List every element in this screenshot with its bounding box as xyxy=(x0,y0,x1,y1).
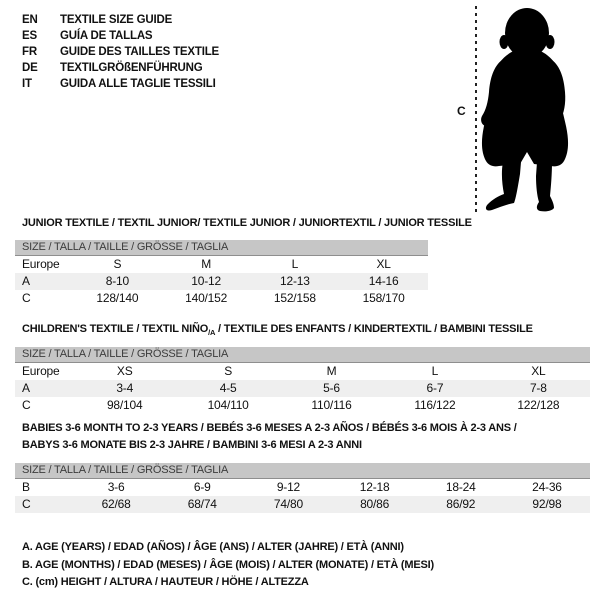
table-cell: S xyxy=(113,257,122,271)
row-label: A xyxy=(22,274,30,288)
table-cell: 62/68 xyxy=(101,497,131,511)
babies-title-line2: BABYS 3-6 MONATE BIS 2-3 JAHRE / BAMBINI 3-6 MESI A 2-3 ANNI xyxy=(22,438,362,451)
language-guide-title: TEXTILE SIZE GUIDE xyxy=(60,14,173,26)
table-cell: 9-12 xyxy=(276,480,301,494)
table-cell: M xyxy=(326,364,337,378)
section-title-babies xyxy=(22,420,517,453)
table-row xyxy=(15,363,590,380)
language-row xyxy=(22,60,219,76)
table-row xyxy=(15,380,590,397)
table-cell: 8-10 xyxy=(105,274,129,288)
table-cell: S xyxy=(224,364,233,378)
size-header-bar: SIZE / TALLA / TAILLE / GRÖSSE / TAGLIA xyxy=(15,463,590,479)
table-cell: 6-7 xyxy=(426,381,444,395)
height-measure-label: C xyxy=(457,104,466,118)
language-row xyxy=(22,44,219,60)
table-cell: 12-18 xyxy=(359,480,390,494)
children-size-table xyxy=(15,347,590,414)
size-header-bar: SIZE / TALLA / TAILLE / GRÖSSE / TAGLIA xyxy=(15,240,428,256)
table-cell: 104/110 xyxy=(207,398,249,412)
table-row xyxy=(15,290,428,307)
table-cell: 80/86 xyxy=(360,497,390,511)
language-guide-title: GUIDE DES TAILLES TEXTILE xyxy=(60,46,219,58)
language-code: IT xyxy=(22,78,32,90)
language-row xyxy=(22,76,219,92)
table-cell: 122/128 xyxy=(517,398,560,412)
table-cell: XL xyxy=(531,364,546,378)
language-row xyxy=(22,12,219,28)
language-guide-title: TEXTILGRÖßENFÜHRUNG xyxy=(60,62,203,74)
table-cell: 10-12 xyxy=(191,274,221,288)
table-cell: XS xyxy=(116,364,133,378)
baby-figure xyxy=(450,0,600,220)
language-guide-title: GUÍA DE TALLAS xyxy=(60,30,153,42)
table-cell: L xyxy=(431,364,439,378)
row-label: Europe xyxy=(22,364,60,378)
row-label: C xyxy=(22,497,31,511)
table-cell: 74/80 xyxy=(273,497,303,511)
table-row xyxy=(15,273,428,290)
row-label: A xyxy=(22,381,30,395)
row-label: B xyxy=(22,480,30,494)
row-label: C xyxy=(22,398,31,412)
table-cell: 68/74 xyxy=(187,497,217,511)
language-guide-title: GUIDA ALLE TAGLIE TESSILI xyxy=(60,78,216,90)
table-cell: 18-24 xyxy=(445,480,476,494)
table-cell: 7-8 xyxy=(529,381,547,395)
table-cell: 158/170 xyxy=(362,291,405,305)
table-cell: XL xyxy=(376,257,391,271)
junior-size-table xyxy=(15,240,428,307)
table-cell: 128/140 xyxy=(96,291,139,305)
footnote-line: A. AGE (YEARS) / EDAD (AÑOS) / ÂGE (ANS) / ALTER (JAHRE) / ETÀ (ANNI) xyxy=(22,541,404,553)
row-label: C xyxy=(22,291,31,305)
table-cell: M xyxy=(201,257,212,271)
babies-size-table xyxy=(15,463,590,513)
table-cell: 110/116 xyxy=(311,398,352,412)
section-title-children xyxy=(22,323,533,337)
table-row xyxy=(15,496,590,513)
table-cell: 4-5 xyxy=(219,381,237,395)
language-title-list xyxy=(22,12,219,92)
children-title-suffix: / TEXTILE DES ENFANTS / KINDERTEXTIL / BAMBINI TESSILE xyxy=(215,323,533,335)
table-cell: 92/98 xyxy=(532,497,562,511)
table-cell: 3-6 xyxy=(107,480,125,494)
table-cell: 116/122 xyxy=(414,398,456,412)
language-code: FR xyxy=(22,46,37,58)
babies-title-line1: BABIES 3-6 MONTH TO 2-3 YEARS / BEBÉS 3-6 MESES A 2-3 AÑOS / BÉBÉS 3-6 MOIS À 2-3 ANS / xyxy=(22,422,517,434)
children-title-prefix: CHILDREN'S TEXTILE / TEXTIL NIÑO xyxy=(22,323,209,335)
table-cell: 14-16 xyxy=(368,274,399,288)
table-cell: 3-4 xyxy=(116,381,134,395)
footnote-line: C. (cm) HEIGHT / ALTURA / HAUTEUR / HÖHE / ALTEZZA xyxy=(22,576,309,588)
table-cell: L xyxy=(291,257,299,271)
table-cell: 12-13 xyxy=(280,274,310,288)
table-row xyxy=(15,256,428,273)
language-row xyxy=(22,28,219,44)
section-title-junior: JUNIOR TEXTILE / TEXTIL JUNIOR/ TEXTILE JUNIOR / JUNIORTEXTIL / JUNIOR TESSILE xyxy=(22,217,472,229)
footnote-legend xyxy=(22,539,434,592)
language-code: ES xyxy=(22,30,37,42)
table-cell: 140/152 xyxy=(185,291,228,305)
table-cell: 24-36 xyxy=(532,480,562,494)
size-header-bar: SIZE / TALLA / TAILLE / GRÖSSE / TAGLIA xyxy=(15,347,590,363)
toddler-silhouette-graphic xyxy=(450,0,600,220)
row-label: Europe xyxy=(22,257,60,271)
table-cell: 5-6 xyxy=(323,381,340,395)
table-cell: 6-9 xyxy=(193,480,211,494)
table-cell: 152/158 xyxy=(273,291,316,305)
table-row xyxy=(15,397,590,414)
language-code: DE xyxy=(22,62,38,74)
table-cell: 98/104 xyxy=(106,398,143,412)
footnote-line: B. AGE (MONTHS) / EDAD (MESES) / ÂGE (MOIS) / ALTER (MONATE) / ETÀ (MESI) xyxy=(22,558,434,571)
language-code: EN xyxy=(22,14,38,26)
table-cell: 86/92 xyxy=(446,497,476,511)
table-row xyxy=(15,479,590,496)
children-title-subscript: /A xyxy=(208,328,216,338)
toddler-silhouette xyxy=(481,8,568,211)
